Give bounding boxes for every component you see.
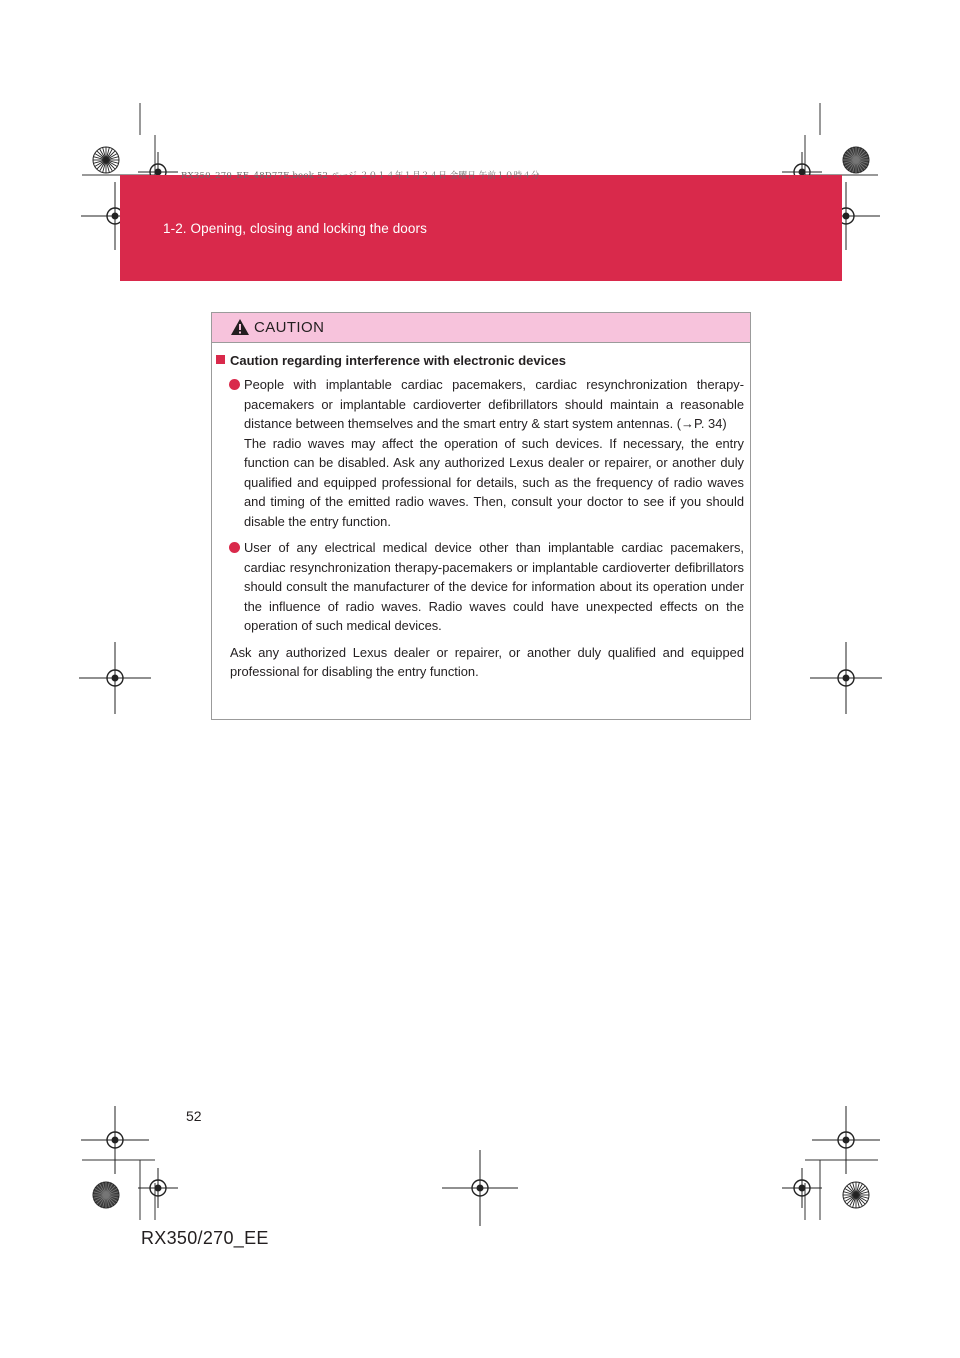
crosshair-target-icon	[138, 1168, 178, 1208]
page-number: 52	[186, 1108, 202, 1124]
bullet-paragraph: The radio waves may affect the operation of such devices. If necessary, the entry function can be disabled. Ask any authorized Lexus dealer or repairer, or another duly qualified and equipped professional for details, such as the frequency of radio waves and timing of the emitted radio waves. Then, consult your doctor to see if you should disable the entry function.	[244, 435, 744, 529]
caution-header	[212, 313, 750, 343]
registration-starburst-icon	[93, 147, 119, 173]
caution-subheading	[216, 353, 744, 368]
caution-closing-text: Ask any authorized Lexus dealer or repairer, or another duly qualified and equipped professional for disabling the entry function.	[230, 644, 744, 679]
crosshair-target-icon	[810, 642, 882, 714]
registration-starburst-icon	[93, 1182, 119, 1208]
section-title: 1-2. Opening, closing and locking the doors	[163, 221, 427, 236]
registration-starburst-icon	[843, 147, 869, 173]
model-code: RX350/270_EE	[141, 1228, 269, 1248]
crosshair-target-icon	[81, 1106, 149, 1174]
registration-starburst-icon	[843, 1182, 869, 1208]
square-bullet-icon	[216, 355, 225, 364]
caution-body	[216, 353, 744, 682]
bullet-item-pacemakers	[216, 375, 744, 531]
crosshair-target-icon	[442, 1150, 518, 1226]
round-bullet-icon	[229, 379, 240, 390]
crosshair-target-icon	[782, 1168, 822, 1208]
caution-subheading-text: Caution regarding interference with electronic devices	[230, 353, 566, 368]
round-bullet-icon	[229, 542, 240, 553]
print-info-line: RX350_270_EE_48D77E.book 52 ページ ２０１４年１月２４日 金曜日 午前１０時４分	[181, 171, 540, 181]
caution-box	[211, 312, 751, 720]
warning-triangle-icon	[230, 318, 250, 336]
crosshair-target-icon	[812, 1106, 880, 1174]
caution-title: CAUTION	[254, 319, 325, 336]
bullet-item-medical-devices	[216, 538, 744, 636]
bullet-paragraph: User of any electrical medical device other than implantable cardiac pacemakers, cardiac resynchronization therapy-pacemakers or implantable cardioverter defibrillators should consult the manufacturer of the device for information about its operation under the influence of radio waves. Radio waves could have unexpected effects on the operation of such medical devices.	[244, 540, 744, 633]
crosshair-target-icon	[79, 642, 151, 714]
bullet-paragraph: People with implantable cardiac pacemakers, cardiac resynchronization therapy-pacemakers or implantable cardioverter defibrillators should maintain a reasonable distance between themselves and the smart entry & start system antennas. (→P. 34)	[244, 377, 744, 431]
